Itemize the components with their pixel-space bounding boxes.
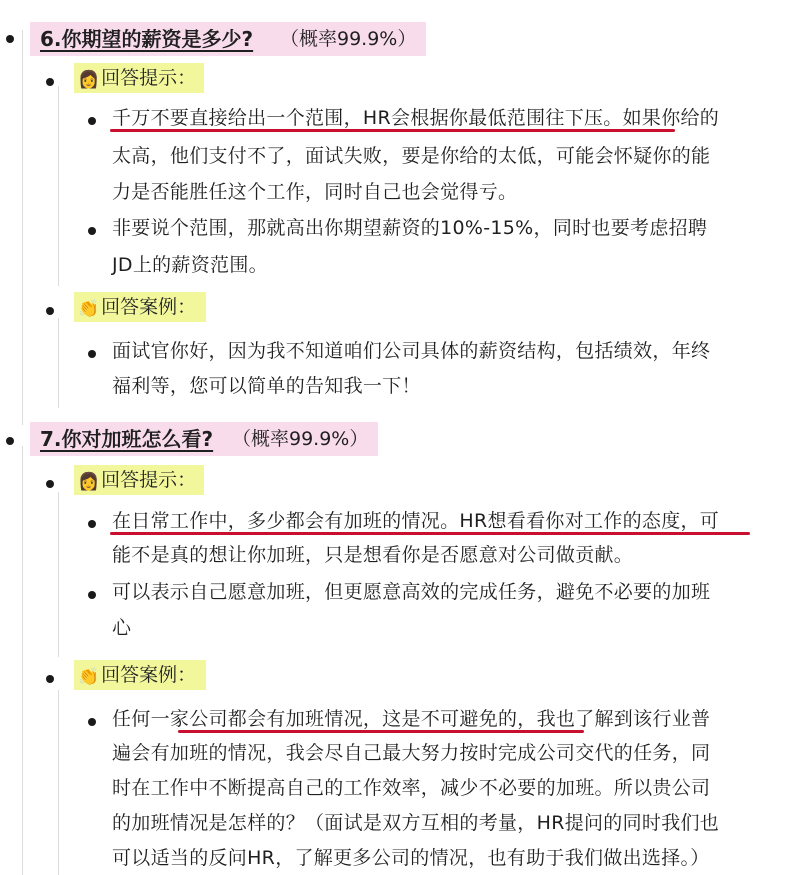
bullet [46,307,54,315]
hint-label [78,66,196,92]
clapping-hands-icon: 👏 [78,667,100,687]
woman-face-icon: 👩 [78,472,100,492]
text-line: 福利等，您可以简单的告知我一下！ [112,375,421,397]
guide-line [22,30,23,425]
bullet [88,117,96,125]
guide-line [58,318,59,408]
red-underline [178,730,584,733]
red-underline [110,532,750,535]
text-line: 可以表示自己愿意加班，但更愿意高效的完成任务，避免不必要的加班 [112,581,711,603]
text-line: 能不是真的想让你加班，只是想看你是否愿意对公司做贡献。 [112,544,634,566]
guide-line [58,690,59,875]
text-line: 太高，他们支付不了，面试失败，要是你给的太低，可能会怀疑你的能 [112,145,711,167]
bullet [88,227,96,235]
text-line: 时在工作中不断提高自己的工作效率，减少不必要的加班。所以贵公司 [112,777,711,799]
text-line: 千万不要直接给出一个范围，HR会根据你最低范围往下压。如果你给的 [112,107,720,129]
guide-line [22,446,23,875]
bullet [6,437,14,445]
hint-label-text: 回答提示： [101,67,197,89]
text-line: 面试官你好，因为我不知道咱们公司具体的薪资结构，包括绩效，年终 [112,340,711,362]
bullet [46,480,54,488]
bullet [6,35,14,43]
question-title: 7.你对加班怎么看? [40,427,214,451]
text-line: JD上的薪资范围。 [112,254,268,276]
text-line: 力是否能胜任这个工作，同时自己也会觉得亏。 [112,181,518,203]
text-line: 的加班情况是怎样的？（面试是双方互相的考量，HR提问的同时我们也 [112,812,720,834]
question-probability: （概率99.9%） [232,428,369,450]
case-label-text: 回答案例： [101,664,197,686]
red-underline [110,129,675,132]
hint-label-text: 回答提示： [101,469,197,491]
question-probability: （概率99.9%） [280,28,417,50]
text-line: 非要说个范围，那就高出你期望薪资的10%-15%，同时也要考虑招聘 [112,217,708,239]
woman-face-icon: 👩 [78,70,100,90]
text-line: 遍会有加班的情况，我会尽自己最大努力按时完成公司交代的任务，同 [112,742,711,764]
text-line: 心 [112,617,132,639]
hint-label [78,468,196,494]
bullet [88,520,96,528]
bullet [46,78,54,86]
bullet [88,591,96,599]
case-label [78,663,196,689]
case-label [78,295,196,321]
text-line: 任何一家公司都会有加班情况，这是不可避免的，我也了解到该行业普 [112,708,711,730]
case-label-text: 回答案例： [101,296,197,318]
clapping-hands-icon: 👏 [78,299,100,319]
bullet [88,350,96,358]
question-title: 6.你期望的薪资是多少? [40,27,254,51]
guide-line [58,492,59,657]
text-line: 可以适当的反问HR，了解更多公司的情况，也有助于我们做出选择。） [112,847,710,869]
text-line: 在日常工作中，多少都会有加班的情况。HR想看看你对工作的态度，可 [112,510,720,532]
bullet [88,718,96,726]
guide-line [58,86,59,286]
bullet [46,675,54,683]
